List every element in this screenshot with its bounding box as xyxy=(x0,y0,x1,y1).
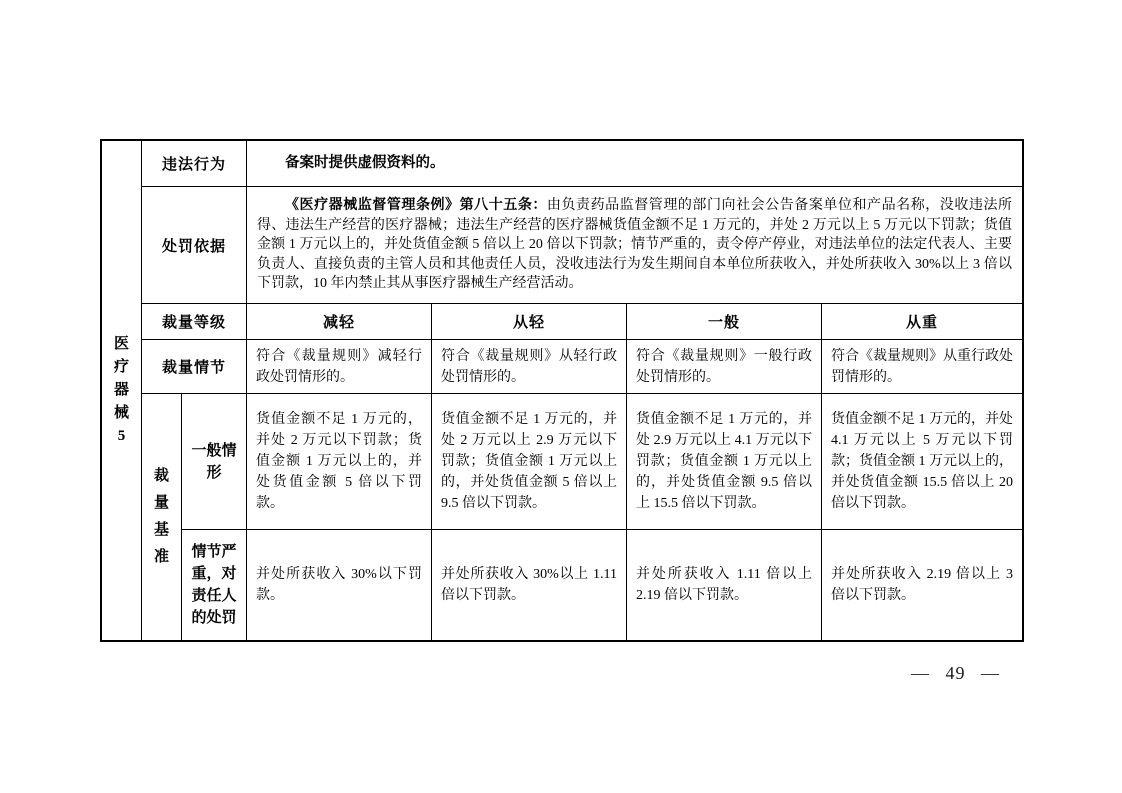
illegal-act-content: 备案时提供虚假资料的。 xyxy=(285,155,445,171)
grade-level-general: 一般 xyxy=(627,304,822,340)
benchmark-severe-cell-light xyxy=(432,530,627,640)
benchmark-severe-cell-general xyxy=(627,530,822,640)
circumstance-text-light: 符合《裁量规则》从轻行政处罚情形的。 xyxy=(441,348,617,385)
penalty-basis-body: 由负责药品监督管理的部门向社会公告备案单位和产品名称，没收违法所得、违法生产经营的医疗器械；违法生产经营的医疗器械货值金额不足 1 万元的，并处 2 万元以上 5 万元以下罚款；货值金额 1 万元以上的，并处货值金额 5 倍以上 20 倍以下罚款；情节严重的，责令停产停业，对违法单位的法定代表人、主要负责人、直接负责的主管人员和其他责任人员，没收违法行为发生期间自本单位所获收入，并处所获收入 30%以上 3 倍以下罚款，10 年内禁止其从事医疗器械生产经营活动。 xyxy=(257,198,1013,292)
benchmark-general-text-general: 货值金额不足 1 万元的，并处 2.9 万元以上 4.1 万元以下罚款；货值金额 1 万元以上的，并处货值金额 9.5 倍以上 15.5 倍以下罚款。 xyxy=(636,412,812,511)
benchmark-severe-text-light: 并处所获收入 30%以上 1.11 倍以下罚款。 xyxy=(441,567,617,603)
benchmark-severe-text-general: 并处所获收入 1.11 倍以上 2.19 倍以下罚款。 xyxy=(636,567,812,603)
benchmark-general-cell-heavy xyxy=(822,394,1022,530)
benchmark-general-cell-general xyxy=(627,394,822,530)
grade-header: 裁量等级 xyxy=(142,304,247,340)
benchmark-general-label: 一般情形 xyxy=(191,442,237,481)
circumstance-text-heavy: 符合《裁量规则》从重行政处罚情形的。 xyxy=(831,348,1013,385)
benchmark-general-cell-reduced xyxy=(247,394,432,530)
circumstance-text-general: 符合《裁量规则》一般行政处罚情形的。 xyxy=(636,348,812,385)
illegal-act-header: 违法行为 xyxy=(142,141,247,187)
penalty-basis-lead: 《医疗器械监督管理条例》第八十五条： xyxy=(285,198,547,214)
circumstance-cell-general xyxy=(627,340,822,394)
penalty-basis-header: 处罚依据 xyxy=(142,187,247,304)
grade-level-heavy: 从重 xyxy=(822,304,1022,340)
benchmark-severe-label-cell xyxy=(182,530,247,640)
benchmark-severe-cell-heavy xyxy=(822,530,1022,640)
circumstance-cell-light xyxy=(432,340,627,394)
circumstance-cell-heavy xyxy=(822,340,1022,394)
benchmark-severe-text-reduced: 并处所获收入 30%以下罚款。 xyxy=(256,567,422,603)
benchmark-severe-label: 情节严重，对责任人的处罚 xyxy=(191,544,237,626)
benchmark-severe-cell-reduced xyxy=(247,530,432,640)
benchmark-general-text-reduced: 货值金额不足 1 万元的，并处 2 万元以下罚款；货值金额 1 万元以上的，并处货值金额 5 倍以下罚款。 xyxy=(256,412,422,511)
benchmark-header-cell xyxy=(142,394,182,640)
penalty-basis-cell xyxy=(247,187,1022,304)
circumstance-header: 裁量情节 xyxy=(142,340,247,394)
benchmark-general-cell-light xyxy=(432,394,627,530)
grade-level-light: 从轻 xyxy=(432,304,627,340)
penalty-discretion-table xyxy=(100,139,1024,642)
benchmark-general-text-light: 货值金额不足 1 万元的，并处 2 万元以上 2.9 万元以下罚款；货值金额 1 万元以上的，并处货值金额 5 倍以上 9.5 倍以下罚款。 xyxy=(441,412,617,511)
group-label-cell xyxy=(102,141,142,640)
circumstance-text-reduced: 符合《裁量规则》减轻行政处罚情形的。 xyxy=(256,348,422,385)
benchmark-severe-text-heavy: 并处所获收入 2.19 倍以上 3 倍以下罚款。 xyxy=(831,567,1013,603)
benchmark-general-label-cell xyxy=(182,394,247,530)
page-number: — 49 — xyxy=(911,663,1000,683)
circumstance-cell-reduced xyxy=(247,340,432,394)
illegal-act-content-cell xyxy=(247,141,1022,187)
grade-level-reduced: 减轻 xyxy=(247,304,432,340)
benchmark-header: 裁量基准 xyxy=(153,468,169,565)
group-label: 医疗器械5 xyxy=(113,336,129,444)
penalty-basis-paragraph xyxy=(257,196,1012,294)
benchmark-general-text-heavy: 货值金额不足 1 万元的，并处 4.1 万元以上 5 万元以下罚款；货值金额 1 万元以上的，并处货值金额 15.5 倍以上 20 倍以下罚款。 xyxy=(831,412,1013,511)
